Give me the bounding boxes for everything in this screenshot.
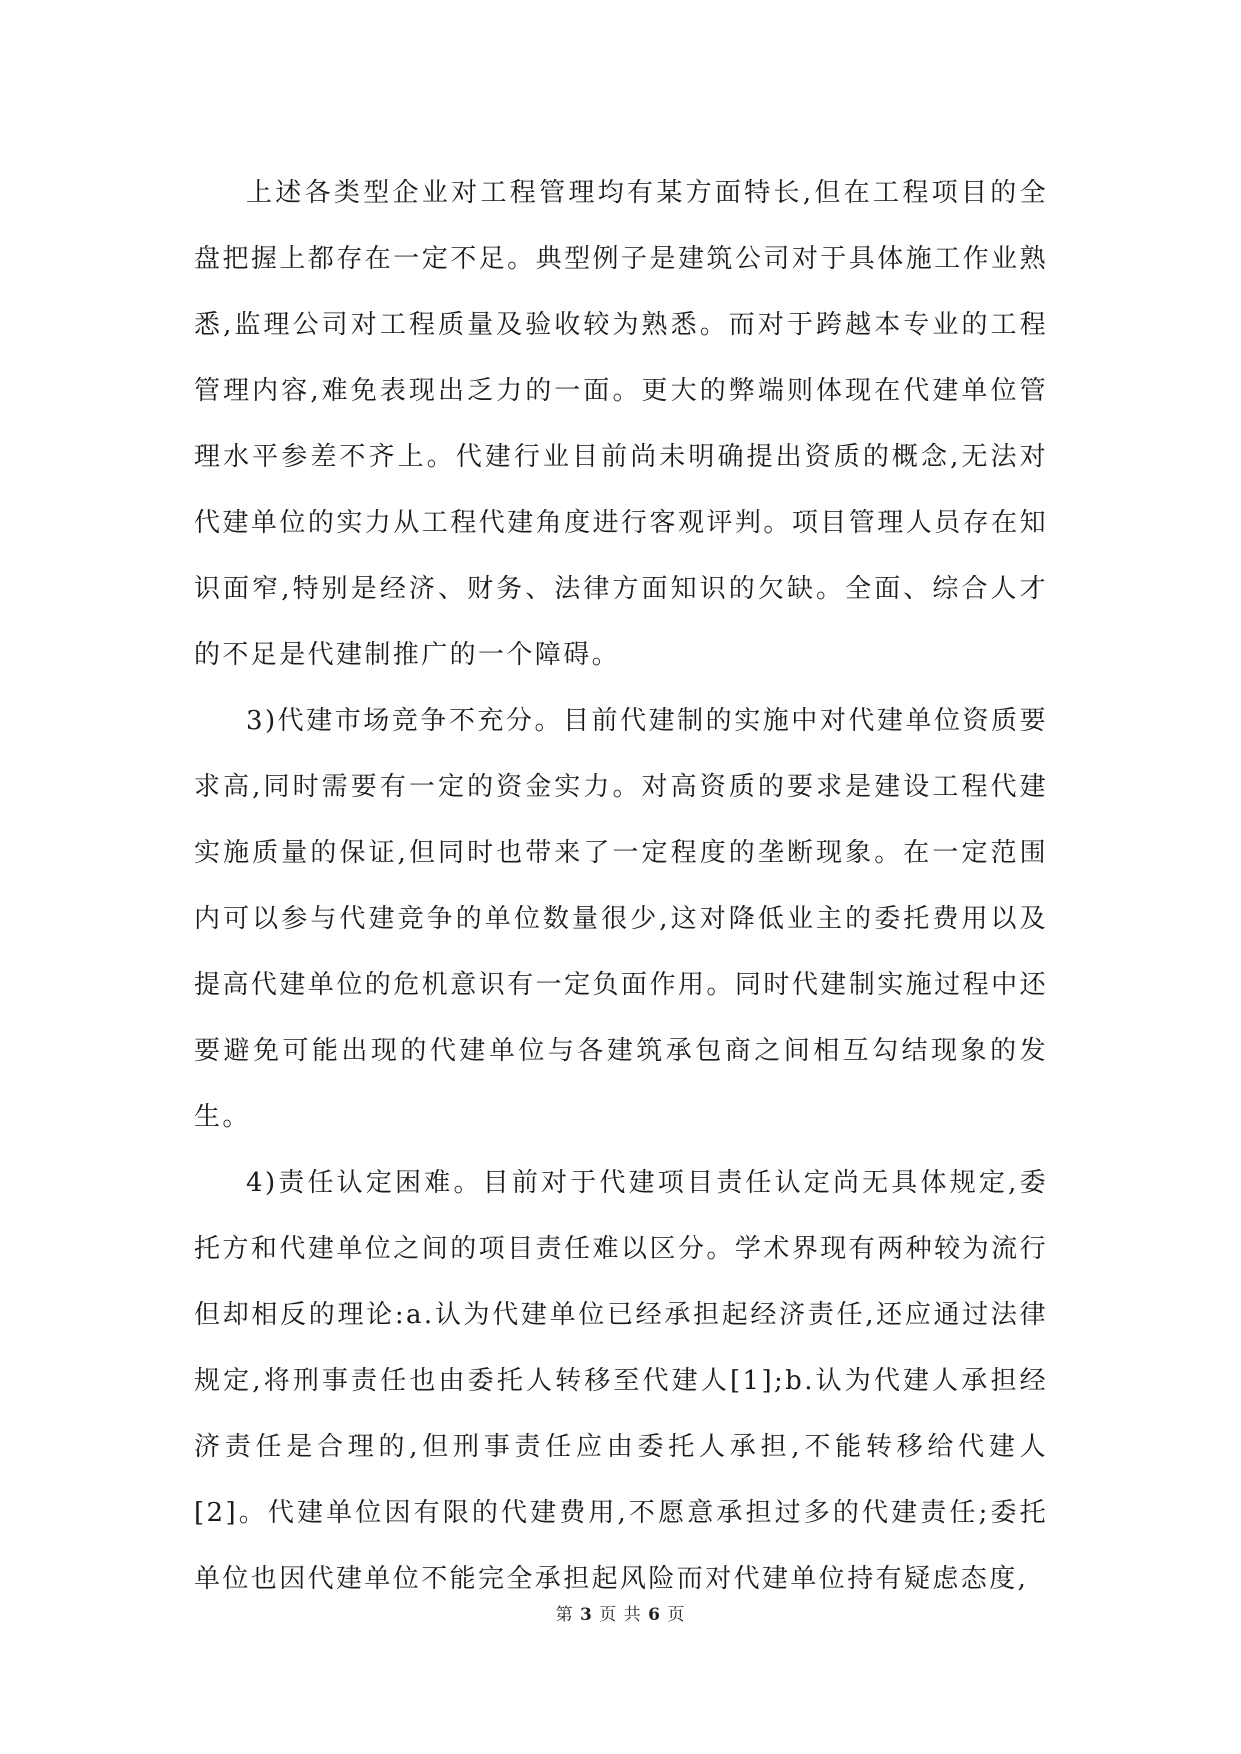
paragraph-2: 3)代建市场竞争不充分。目前代建制的实施中对代建单位资质要求高,同时需要有一定的资金实力。对高资质的要求是建设工程代建实施质量的保证,但同时也带来了一定程度的垄断现象。在一定范围内可以参与代建竞争的单位数量很少,这对降低业主的委托费用以及提高代建单位的危机意识有一定负面作用。同时代建制实施过程中还要避免可能出现的代建单位与各建筑承包商之间相互勾结现象的发生。 <box>194 706 1048 1132</box>
total-page-number: 6 <box>648 1605 661 1625</box>
footer-prefix: 第 <box>555 1605 574 1625</box>
page-footer <box>0 1600 1241 1625</box>
footer-suffix: 页 <box>667 1605 686 1625</box>
paragraph-1: 上述各类型企业对工程管理均有某方面特长,但在工程项目的全盘把握上都存在一定不足。典型例子是建筑公司对于具体施工作业熟悉,监理公司对工程质量及验收较为熟悉。而对于跨越本专业的工程管理内容,难免表现出乏力的一面。更大的弊端则体现在代建单位管理水平参差不齐上。代建行业目前尚未明确提出资质的概念,无法对代建单位的实力从工程代建角度进行客观评判。项目管理人员存在知识面窄,特别是经济、财务、法律方面知识的欠缺。全面、综合人才的不足是代建制推广的一个障碍。 <box>194 178 1048 670</box>
paragraph-3: 4)责任认定困难。目前对于代建项目责任认定尚无具体规定,委托方和代建单位之间的项目责任难以区分。学术界现有两种较为流行但却相反的理论:a.认为代建单位已经承担起经济责任,还应通过法律规定,将刑事责任也由委托人转移至代建人[1];b.认为代建人承担经济责任是合理的,但刑事责任应由委托人承担,不能转移给代建人[2]。代建单位因有限的代建费用,不愿意承担过多的代建责任;委托单位也因代建单位不能完全承担起风险而对代建单位持有疑虑态度, <box>194 1168 1048 1594</box>
current-page-number: 3 <box>580 1605 593 1625</box>
body-text <box>194 160 1048 1612</box>
footer-middle: 页 共 <box>599 1605 642 1625</box>
